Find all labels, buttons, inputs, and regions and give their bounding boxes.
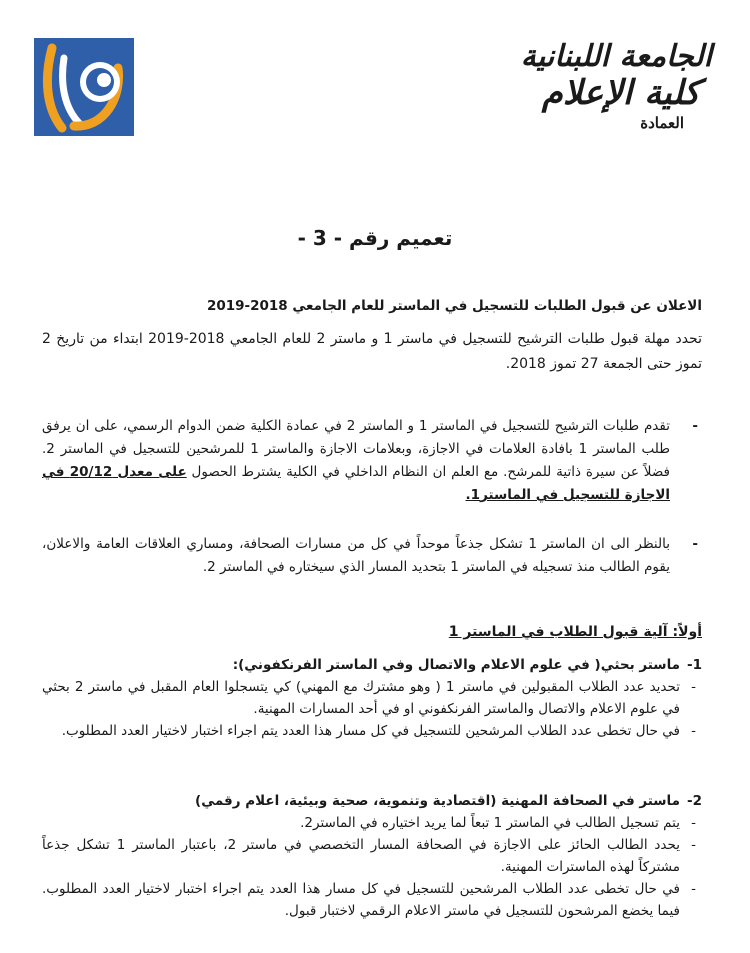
numbered-item-2 bbox=[42, 790, 702, 922]
list-item: - يحدد الطالب الحائز على الاجازة في الصحافة المسار التخصصي في ماستر 2، باعتبار الماستر 1 تشكل جذعاً مشتركاً لهذه الماسترات المهنية. bbox=[42, 834, 702, 878]
numbered-item-1 bbox=[42, 654, 702, 742]
list-item: - في حال تخطى عدد الطلاب المرشحين للتسجيل في كل مسار هذا العدد يتم اجراء اختبار لاختيار العدد المطلوب. bbox=[42, 720, 702, 742]
item-heading bbox=[42, 654, 702, 676]
item-title: ماستر بحثي( في علوم الاعلام والاتصال وفي الماستر الفرنكفوني): bbox=[232, 657, 680, 673]
announcement-heading: الاعلان عن قبول الطلبات للتسجيل في الماستر للعام الجامعي 2018-2019 bbox=[206, 298, 702, 314]
item-title: ماستر في الصحافة المهنية (اقتصادية وتنموية، صحية وبيئية، اعلام رقمي) bbox=[195, 793, 680, 809]
bullet-text: تقدم طلبات الترشيح للتسجيل في الماستر 1 و الماستر 2 في عمادة الكلية ضمن الدوام الرسمي، على ان يرفق طلب الماستر 1 بافادة العلامات في الاجازة، وبعلامات الاجازة والماستر 1 للمرشحين للتسجيل في الماستر 2. فضلاً عن سيرة ذاتية للمرشح. مع العلم ان النظام الداخلي في الكلية يشترط الحصول bbox=[42, 418, 670, 480]
item-number: 2- bbox=[686, 793, 702, 809]
university-logo bbox=[34, 38, 134, 136]
list-item: - في حال تخطى عدد الطلاب المرشحين للتسجيل في كل مسار هذا العدد يتم اجراء اختبار لاختيار العدد المطلوب. فيما يخضع المرشحون للتسجيل في ماستر الاعلام الرقمي لاختبار قبول. bbox=[42, 878, 702, 922]
memo-title: تعميم رقم - 3 - bbox=[297, 226, 453, 250]
deanship-label: العمادة bbox=[640, 114, 684, 132]
item-number: 1- bbox=[686, 657, 702, 673]
list-item: - تحديد عدد الطلاب المقبولين في ماستر 1 ( وهو مشترك مع المهني) كي يتسجلوا العام المقبل في ماستر 2 بحثي في علوم الاعلام والاتصال والماستر الفرنكفوني او في أحد المسارات المهنية. bbox=[42, 676, 702, 720]
bullet-emphasis: على معدل 20/12 في الاجازة للتسجيل في الماستر1. bbox=[42, 464, 670, 503]
organization-header bbox=[521, 40, 712, 132]
list-item: - يتم تسجيل الطالب في الماستر 1 تبعاً لما يريد اختياره في الماستر2. bbox=[42, 812, 702, 834]
item-heading bbox=[42, 790, 702, 812]
list-item: - بالنظر الى ان الماستر 1 تشكل جذعاً موحداً في كل من مسارات الصحافة، ومساري العلاقات العامة والاعلان، يقوم الطالب منذ تسجيله في الماستر 1 بتحديد المسار الذي سيختاره في الماستر 2. bbox=[42, 533, 702, 579]
list-item bbox=[42, 415, 702, 507]
faculty-name: كلية الإعلام bbox=[541, 73, 700, 113]
section-title: أولاً: آلية قبول الطلاب في الماستر 1 bbox=[448, 624, 702, 640]
intro-paragraph: تحدد مهلة قبول طلبات الترشيح للتسجيل في ماستر 1 و ماستر 2 للعام الجامعي 2018-2019 ابتداء من تاريخ 2 تموز حتى الجمعة 27 تموز 2018. bbox=[42, 331, 702, 372]
university-name: الجامعة اللبنانية bbox=[520, 39, 712, 74]
bullet-list-2 bbox=[42, 533, 702, 579]
bullet-list-1 bbox=[42, 415, 702, 507]
